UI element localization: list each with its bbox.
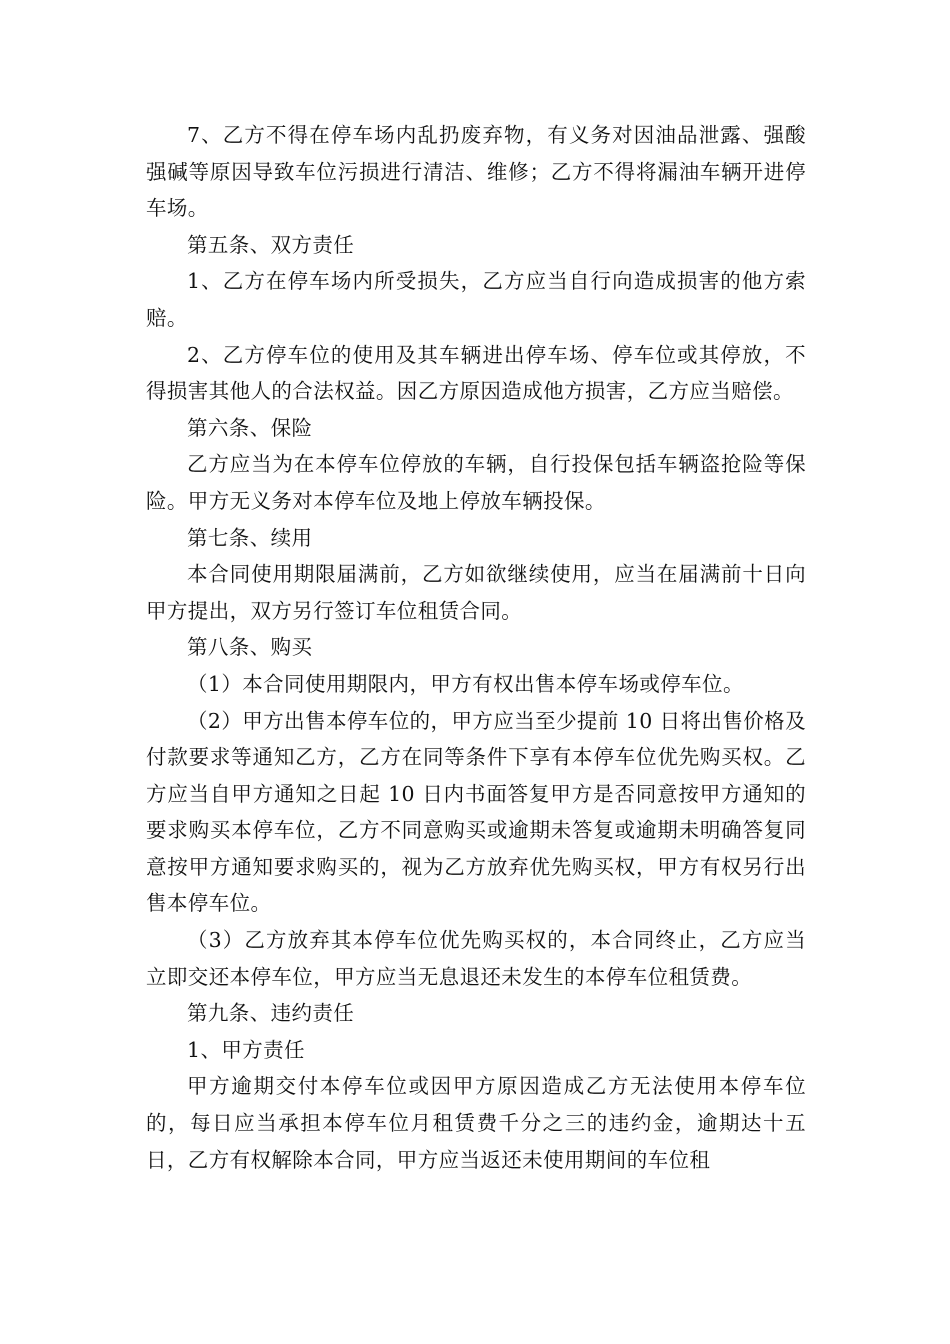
article-5-heading: 第五条、双方责任	[187, 232, 355, 257]
article-6-heading: 第六条、保险	[187, 415, 313, 440]
article-8-item-2: （2）甲方出售本停车位的，甲方应当至少提前 10 日将出售价格及付款要求等通知乙方，乙方在同等条件下享有本停车位优先购买权。乙方应当自甲方通知之日起 10 日内书面答复甲方是否同意按甲方通知的要求购买本停车位，乙方不同意购买或逾期未答复或逾期未明确答复同意按甲方通知要求购买的，视为乙方放弃优先购买权，甲方有权另行出售本停车位。	[146, 708, 806, 916]
article-8-heading: 第八条、购买	[187, 635, 313, 660]
article-8-item-1: （1）本合同使用期限内，甲方有权出售本停车场或停车位。	[187, 671, 744, 696]
article-5-item-1: 1、乙方在停车场内所受损失，乙方应当自行向造成损害的他方索赔。	[146, 269, 806, 330]
clause-4-item-7: 7、乙方不得在停车场内乱扔废弃物，有义务对因油品泄露、强酸强碱等原因导致车位污损进行清洁、维修；乙方不得将漏油车辆开进停车场。	[146, 123, 806, 221]
article-7-heading: 第七条、续用	[187, 525, 313, 550]
article-9-item-1-body: 甲方逾期交付本停车位或因甲方原因造成乙方无法使用本停车位的，每日应当承担本停车位月租赁费千分之三的违约金，逾期达十五日，乙方有权解除本合同，甲方应当返还未使用期间的车位租	[146, 1074, 806, 1172]
article-9-heading: 第九条、违约责任	[187, 1001, 355, 1026]
article-5-item-2: 2、乙方停车位的使用及其车辆进出停车场、停车位或其停放，不得损害其他人的合法权益。因乙方原因造成他方损害，乙方应当赔偿。	[146, 342, 806, 404]
article-7-body: 本合同使用期限届满前，乙方如欲继续使用，应当在届满前十日向甲方提出，双方另行签订车位租赁合同。	[146, 562, 806, 623]
article-6-body: 乙方应当为在本停车位停放的车辆，自行投保包括车辆盗抢险等保险。甲方无义务对本停车位及地上停放车辆投保。	[146, 452, 806, 513]
article-9-subheading-1: 1、甲方责任	[187, 1037, 305, 1062]
article-8-item-3: （3）乙方放弃其本停车位优先购买权的，本合同终止，乙方应当立即交还本停车位，甲方应当无息退还未发生的本停车位租赁费。	[146, 928, 806, 989]
document-page	[146, 117, 806, 1178]
